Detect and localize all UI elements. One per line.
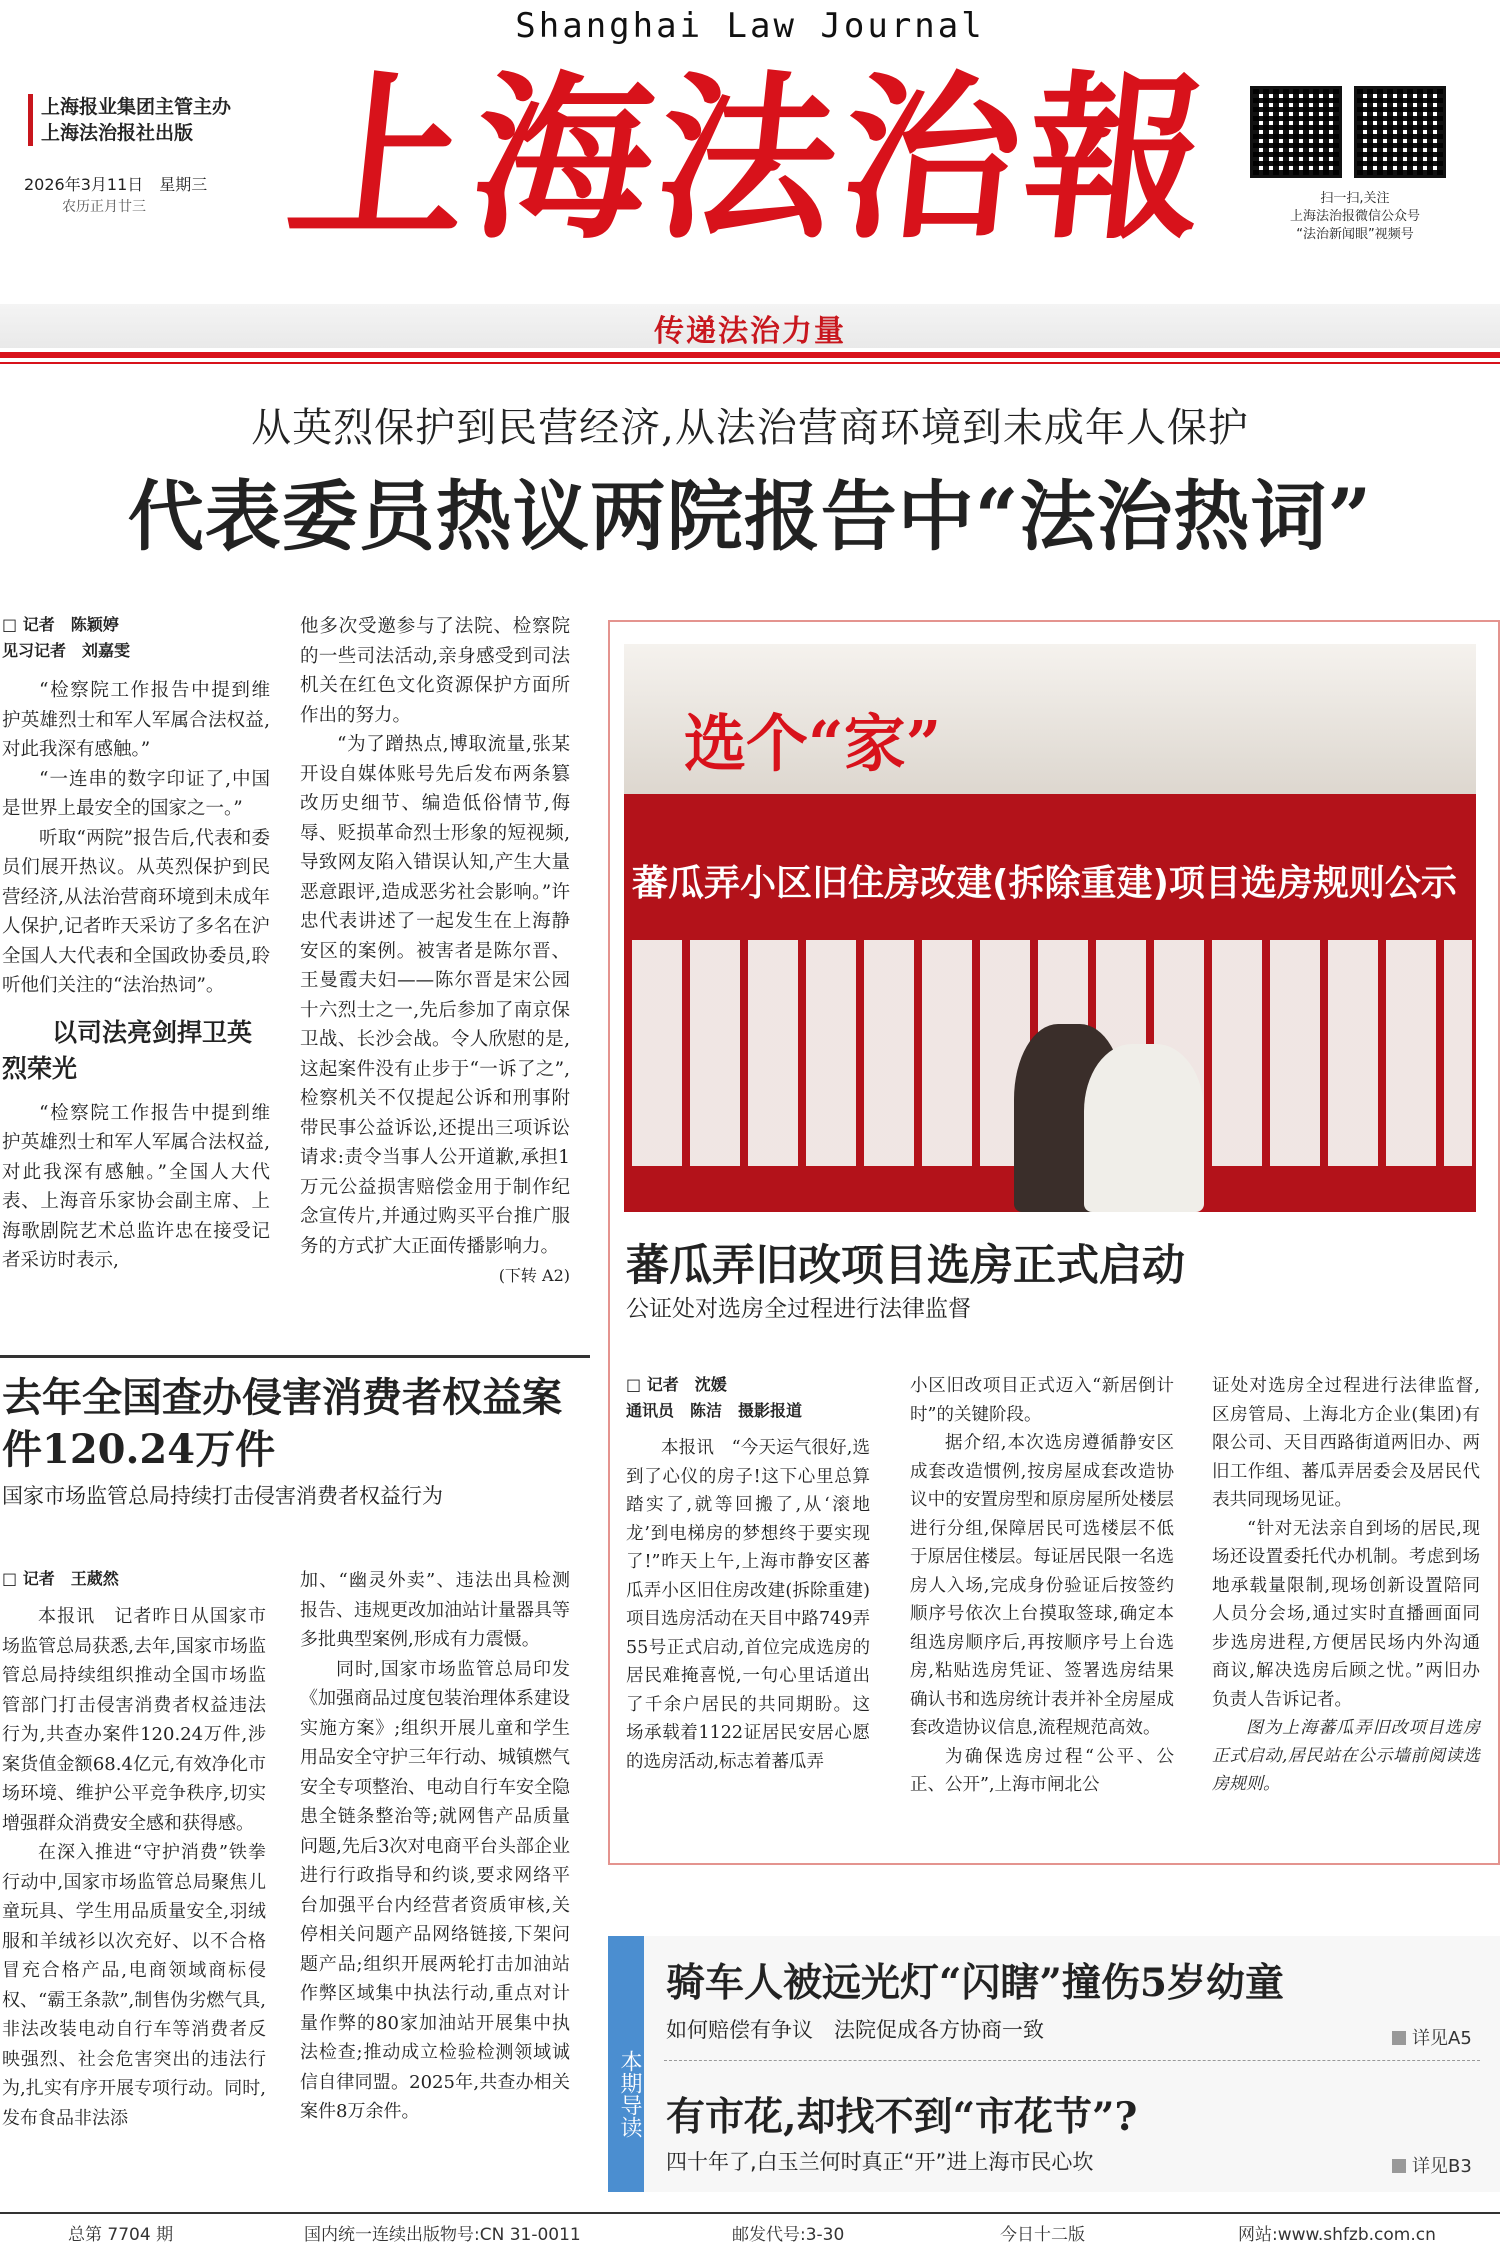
qr-caption [1255, 190, 1455, 244]
paragraph: 他多次受邀参与了法院、检察院的一些司法活动,亲身感受到司法机关在红色文化资源保护方面所作出的努力。 [300, 616, 570, 726]
feature-body-3 [1212, 1372, 1480, 1798]
lead-body-2 [2, 1099, 270, 1276]
feature-body-1 [626, 1434, 870, 1776]
footer-rule [0, 2212, 1500, 2214]
paragraph: “检察院工作报告中提到维护英雄烈士和军人军属合法权益,对此我深有感触。”全国人大代表、上海音乐家协会副主席、上海歌剧院艺术总监许忠在接受记者采访时表示, [2, 1102, 270, 1271]
lead-body-col2 [300, 612, 570, 1261]
masthead-rule-thin [0, 362, 1500, 364]
lead-subhead: 以司法亮剑捍卫英烈荣光 [2, 1017, 253, 1083]
article2-rule [0, 1355, 590, 1358]
guide-item-subhead: 如何赔偿有争议 法院促成各方协商一致 [666, 2018, 1044, 2042]
photo-caption: 图为上海蕃瓜弄旧改项目选房正式启动,居民站在公示墙前阅读选房规则。 [1212, 1718, 1480, 1794]
lead-headline[interactable]: 代表委员热议两院报告中“法治热词” [127, 472, 1373, 561]
lunar-date: 农历正月廿三 [62, 199, 146, 215]
guide-divider [664, 2060, 1480, 2061]
qr-caption-line: 上海法治报微信公众号 [1289, 209, 1420, 224]
byline-correspondent: 通讯员 陈洁 摄影报道 [626, 1401, 803, 1420]
qr-caption-line: “法治新闻眼”视频号 [1296, 227, 1414, 242]
lead-column-2 [300, 612, 570, 1291]
postal-code: 邮发代号:3-30 [732, 2225, 845, 2245]
byline-reporter: □ 记者 沈媛 [626, 1375, 727, 1394]
byline-reporter: □ 记者 陈颖婷 [2, 615, 119, 634]
issue-number: 总第 7704 期 [68, 2225, 174, 2245]
paragraph: “一连串的数字印证了,中国是世界上最安全的国家之一。” [2, 768, 270, 819]
paragraph: “检察院工作报告中提到维护英雄烈士和军人军属合法权益,对此我深有感触。” [2, 680, 270, 760]
guide-item-subhead: 四十年了,白玉兰何时真正“开”进上海市民心坎 [666, 2150, 1094, 2174]
paragraph: 小区旧改项目正式迈入“新居倒计时”的关键阶段。 [910, 1376, 1174, 1425]
serial-number: 国内统一连续出版物号:CN 31-0011 [304, 2225, 581, 2245]
wechat-qr-code[interactable] [1250, 86, 1342, 178]
guide-item-page-ref[interactable]: 详见B3 [1392, 2152, 1472, 2178]
publisher-line: 上海报业集团主管主办 [41, 96, 232, 118]
page-count: 今日十二版 [1000, 2225, 1085, 2245]
guide-item-headline[interactable]: 骑车人被远光灯“闪瞎”撞伤5岁幼童 [666, 1960, 1285, 2006]
article2-column-2 [300, 1566, 570, 2127]
resident-figure [1084, 1044, 1204, 1212]
lead-column-1 [2, 612, 270, 1276]
photo-banner: 蕃瓜弄小区旧住房改建(拆除重建)项目选房规则公示 [632, 863, 1457, 904]
publisher-info [28, 94, 231, 146]
paragraph: 在深入推进“守护消费”铁拳行动中,国家市场监管总局聚焦儿童玩具、学生用品质量安全,羽绒服和羊绒衫以次充好、以不合格冒充合格产品,电商领域商标侵权、“霸王条款”,制售伪劣燃气具,非法改装电动自行车等消费者反映强烈、社会危害突出的违法行为,扎实有序开展专项行动。同时,发布食品非法添 [2, 1842, 266, 2129]
feature-subhead: 公证处对选房全过程进行法律监督 [626, 1296, 971, 1322]
feature-column-1 [626, 1372, 870, 1776]
article2-body-1 [2, 1602, 266, 2133]
paragraph: 本报讯 记者昨日从国家市场监管总局获悉,去年,国家市场监管总局持续组织推动全国市场监管部门打击侵害消费者权益违法行为,共查办案件120.24万件,涉案货值金额68.4亿元,有效净化市场环境、维护公平竞争秩序,切实增强群众消费安全感和获得感。 [2, 1606, 266, 1834]
paragraph: 本报讯 “今天运气很好,选到了心仪的房子!这下心里总算踏实了,就等回搬了,从‘滚地龙’到电梯房的梦想终于要实现了!”昨天上午,上海市静安区蕃瓜弄小区旧住房改建(拆除重建)项目选房活动在天目中路749弄55号正式启动,首位完成选房的居民难掩喜悦,一句心里话道出了千余户居民的共同期盼。这场承载着1122证居民安居心愿的选房活动,标志着蕃瓜弄 [626, 1438, 870, 1772]
paragraph: 为确保选房过程“公平、公正、公开”,上海市闸北公 [910, 1746, 1174, 1795]
english-title: Shanghai Law Journal [515, 6, 985, 46]
article2-body-2 [300, 1566, 570, 2127]
paragraph: “为了蹭热点,博取流量,张某开设自媒体账号先后发布两条篡改历史细节、编造低俗情节,侮辱、贬损革命烈士形象的短视频,导致网友陷入错误认知,产生大量恶意跟评,造成恶劣社会影响。”许忠代表讲述了一起发生在上海静安区的案例。被害者是陈尔晋、王曼霞夫妇——陈尔晋是宋公园十六烈士之一,先后参加了南京保卫战、长沙会战。令人欣慰的是,这起案件没有止步于“一诉了之”,检察机关不仅提起公诉和刑事附带民事公益诉讼,还提出三项诉讼请求:责令当事人公开道歉,承担1万元公益损害赔偿金用于制作纪念宣传片,并通过购买平台推广服务的方式扩大正面传播影响力。 [300, 734, 570, 1257]
slogan: 传递法治力量 [654, 314, 846, 349]
article2-column-1 [2, 1566, 266, 2133]
lead-byline [2, 612, 270, 664]
issue-date: 2026年3月11日 星期三 [24, 175, 208, 194]
article2-headline[interactable]: 去年全国查办侵害消费者权益案件120.24万件 [2, 1374, 562, 1473]
guide-item-page-ref[interactable]: 详见A5 [1392, 2024, 1472, 2050]
masthead-rule [0, 352, 1500, 358]
feature-headline[interactable]: 蕃瓜弄旧改项目选房正式启动 [626, 1241, 1185, 1291]
guide-item-headline[interactable]: 有市花,却找不到“市花节”? [666, 2094, 1138, 2140]
lead-body [2, 676, 270, 1001]
paragraph: 据介绍,本次选房遵循静安区成套改造惯例,按房屋成套改造协议中的安置房型和原房屋所处楼层进行分组,保障居民可选楼层不低于原居住楼层。每证居民限一名选房人入场,完成身份验证后按签约顺序号依次上台摸取签球,确定本组选房顺序后,再按顺序号上台选房,粘贴选房凭证、签署选房结果确认书和选房统计表并补全房屋成套改造协议信息,流程规范高效。 [910, 1433, 1174, 1738]
guide-label: 本期导读 [608, 1936, 644, 2192]
continued-link[interactable]: (下转 A2) [498, 1266, 570, 1285]
website-link[interactable]: 网站:www.shfzb.com.cn [1238, 2225, 1436, 2245]
paragraph: “针对无法亲自到场的居民,现场还设置委托代办机制。考虑到场地承载量限制,现场创新设置陪同人员分会场,通过实时直播画面同步选房进程,方便居民场内外沟通商议,解决选房后顾之忧。”两旧办负责人告诉记者。 [1212, 1518, 1480, 1710]
feature-column-3 [1212, 1372, 1480, 1798]
article2-byline: □ 记者 王葳然 [2, 1569, 119, 1588]
paragraph: 听取“两院”报告后,代表和委员们展开热议。从英烈保护到民营经济,从法治营商环境到未成年人保护,记者昨天采访了多名在沪全国人大代表和全国政协委员,聆听他们关注的“法治热词”。 [2, 827, 270, 996]
paragraph: 同时,国家市场监管总局印发《加强商品过度包装治理体系建设实施方案》;组织开展儿童和学生用品安全守护三年行动、城镇燃气安全专项整治、电动自行车安全隐患全链条整治等;就网售产品质量问题,先后3次对电商平台头部企业进行行政指导和约谈,要求网络平台加强平台内经营者资质审核,关停相关问题产品网络链接,下架问题产品;组织开展两轮打击加油站作弊区域集中执法行动,重点对计量作弊的80家加油站开展集中执法检查;推动成立检验检测领域诚信自律同盟。2025年,共查办相关案件8万余件。 [300, 1658, 570, 2122]
publisher-line: 上海法治报社出版 [41, 122, 194, 144]
lead-kicker: 从英烈保护到民营经济,从法治营商环境到未成年人保护 [251, 405, 1249, 451]
feature-column-2 [910, 1372, 1174, 1800]
paragraph: 加、“幽灵外卖”、违法出具检测报告、违规更改加油站计量器具等多批典型案例,形成有力震慑。 [300, 1570, 570, 1650]
newspaper-logo: 上海法治報 [279, 54, 1222, 263]
feature-photo[interactable] [624, 644, 1476, 1212]
qr-caption-line: 扫一扫,关注 [1320, 191, 1390, 206]
photo-tag: 选个“家” [684, 707, 942, 780]
article2-subhead: 国家市场监管总局持续打击侵害消费者权益行为 [2, 1484, 443, 1508]
paragraph: 证处对选房全过程进行法律监督,区房管局、上海北方企业(集团)有限公司、天目西路街道两旧办、两旧工作组、蕃瓜弄居委会及居民代表共同现场见证。 [1212, 1376, 1480, 1510]
feature-byline [626, 1372, 870, 1424]
video-qr-code[interactable] [1354, 86, 1446, 178]
feature-body-2 [910, 1372, 1174, 1800]
byline-trainee: 见习记者 刘嘉雯 [2, 641, 131, 660]
